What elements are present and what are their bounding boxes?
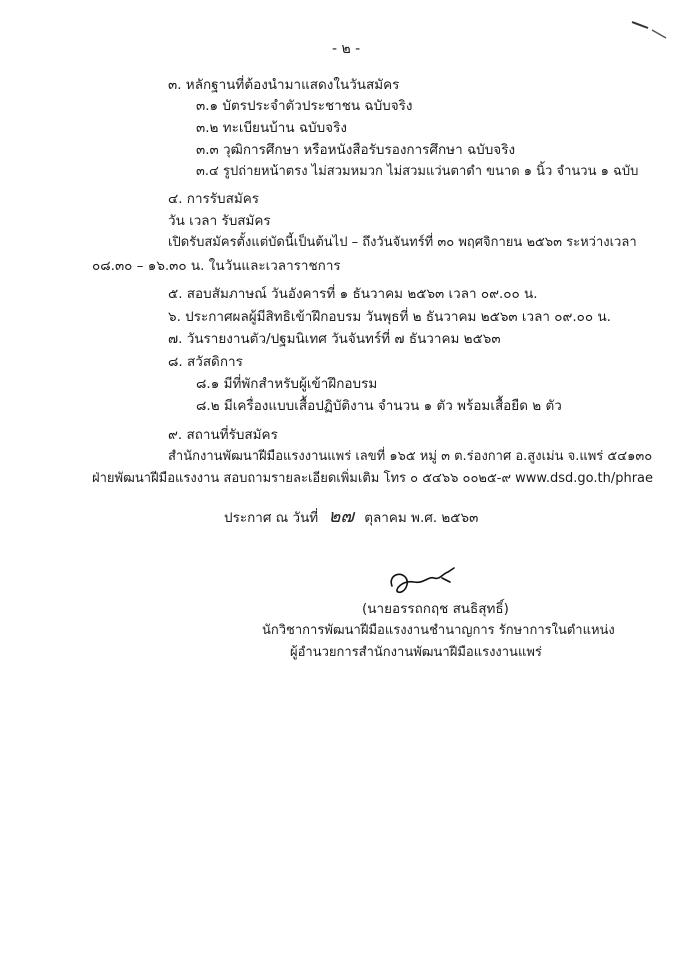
section-7: ๗. วันรายงานตัว/ปฐมนิเทศ วันจันทร์ที่ ๗ ธันวาคม ๒๕๖๓ [168,331,501,347]
announce-line [224,508,478,527]
section-3-item-4: ๓.๔ รูปถ่ายหน้าตรง ไม่สวมหมวก ไม่สวมแว่นตาดำ ขนาด ๑ นิ้ว จำนวน ๑ ฉบับ [196,164,639,179]
section-8-item-1: ๘.๑ มีที่พักสำหรับผู้เข้าฝึกอบรม [196,376,378,392]
signature-scribble [384,556,474,600]
section-6: ๖. ประกาศผลผู้มีสิทธิเข้าฝึกอบรม วันพุธที่ ๒ ธันวาคม ๒๕๖๓ เวลา ๐๙.๐๐ น. [168,309,611,325]
section-4-line-2: ๐๘.๓๐ – ๑๖.๓๐ น. ในวันและเวลาราชการ [92,258,341,274]
page-number: - ๒ - [332,41,361,57]
section-3-item-2: ๓.๒ ทะเบียนบ้าน ฉบับจริง [196,120,347,136]
section-8-heading: ๘. สวัสดิการ [168,354,243,370]
section-9-line-2: ฝ่ายพัฒนาฝีมือแรงงาน สอบถามรายละเอียดเพิ่มเติม โทร ๐ ๕๔๖๖ ๐๐๒๕-๙ www.dsd.go.th/phrae [92,471,654,486]
announce-prefix: ประกาศ ณ วันที่ [224,510,319,526]
section-3-item-3: ๓.๓ วุฒิการศึกษา หรือหนังสือรับรองการศึกษา ฉบับจริง [196,142,516,158]
section-3-heading: ๓. หลักฐานที่ต้องนำมาแสดงในวันสมัคร [168,77,400,93]
signer-title-1: นักวิชาการพัฒนาฝีมือแรงงานชำนาญการ รักษาการในตำแหน่ง [262,623,615,638]
announce-day: ๒๗ [328,506,354,527]
section-4-line-1: เปิดรับสมัครตั้งแต่บัดนี้เป็นต้นไป – ถึงวันจันทร์ที่ ๓๐ พฤศจิกายน ๒๕๖๓ ระหว่างเวลา [168,235,637,250]
section-9-line-1: สำนักงานพัฒนาฝีมือแรงงานแพร่ เลขที่ ๑๖๕ หมู่ ๓ ต.ร่องกาศ อ.สูงเม่น จ.แพร่ ๕๔๑๓๐ [168,449,653,464]
section-5: ๕. สอบสัมภาษณ์ วันอังคารที่ ๑ ธันวาคม ๒๕๖๓ เวลา ๐๙.๐๐ น. [168,286,538,302]
signer-name: (นายอรรถกฤช สนธิสุทธิ์) [362,601,509,617]
section-4-heading: ๔. การรับสมัคร [168,191,260,207]
section-3-item-1: ๓.๑ บัตรประจำตัวประชาชน ฉบับจริง [196,98,413,114]
signer-title-2: ผู้อำนวยการสำนักงานพัฒนาฝีมือแรงงานแพร่ [290,645,542,660]
announce-month-year: ตุลาคม พ.ศ. ๒๕๖๓ [364,510,479,526]
section-8-item-2: ๘.๒ มีเครื่องแบบเสื้อปฏิบัติงาน จำนวน ๑ ตัว พร้อมเสื้อยืด ๒ ตัว [196,398,562,414]
scan-mark-icon [630,18,670,42]
section-9-heading: ๙. สถานที่รับสมัคร [168,427,278,443]
section-4-subheading: วัน เวลา รับสมัคร [168,213,271,229]
